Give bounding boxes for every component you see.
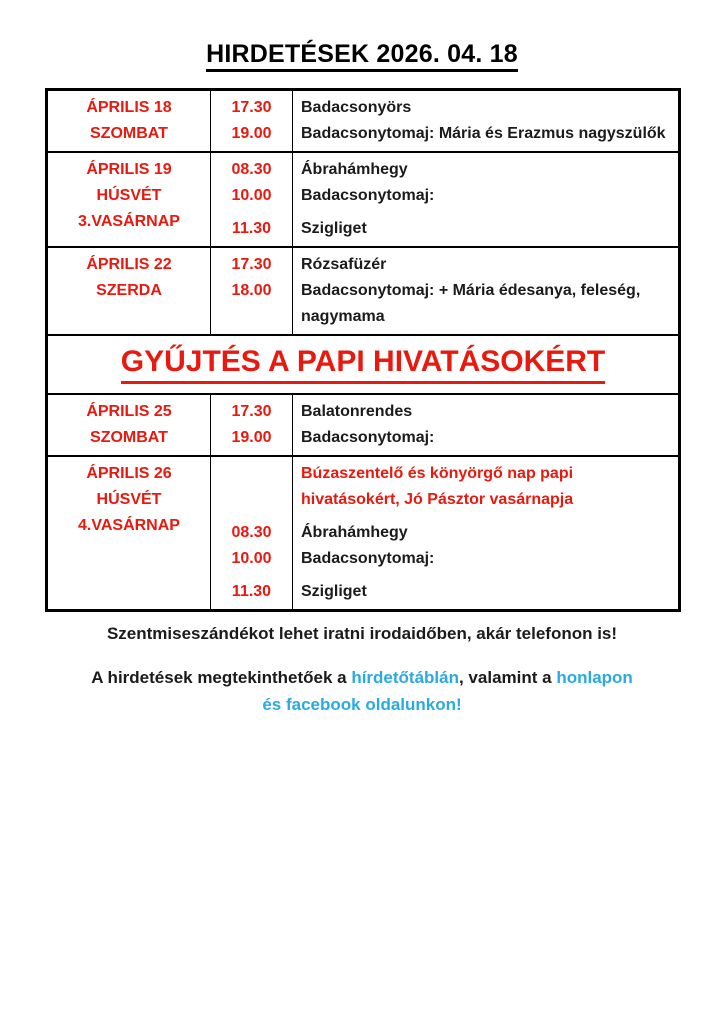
event-line: Badacsonytomaj: [301,187,435,204]
date-cell [48,395,211,455]
event-line: Badacsonyörs [301,99,412,116]
date-line: HÚSVÉT [96,491,162,508]
date-line: ÁPRILIS 18 [86,99,172,116]
date-cell [48,457,211,609]
event-cell [293,91,678,151]
event-line: Badacsonytomaj: [301,429,435,446]
event-cell [293,248,678,334]
event-line: Ábrahámhegy [301,161,408,178]
event-line: Szigliget [301,583,367,600]
date-line: 4.VASÁRNAP [78,517,180,534]
time-value: 10.00 [231,550,272,567]
collection-banner: GYŰJTÉS A PAPI HIVATÁSOKÉRT [121,345,606,384]
event-cell [293,395,678,455]
event-line: Badacsonytomaj: [301,550,435,567]
footer-line [91,668,633,687]
table-row [48,455,678,609]
time-value: 17.30 [231,99,272,116]
time-value: 19.00 [231,125,272,142]
time-value: 10.00 [231,187,272,204]
time-value: 18.00 [231,282,272,299]
table-row [48,246,678,334]
time-cell [211,248,293,334]
date-line: ÁPRILIS 22 [86,256,172,273]
event-cell [293,153,678,246]
table-row [48,151,678,246]
event-cell [293,457,678,609]
time-value: 11.30 [231,583,272,600]
time-cell [211,153,293,246]
time-value: 11.30 [231,220,272,237]
time-cell [211,395,293,455]
footer-note-announcements [0,664,724,718]
date-line: 3.VASÁRNAP [78,213,180,230]
date-line: ÁPRILIS 19 [86,161,172,178]
table-row [48,91,678,151]
event-line: Balatonrendes [301,403,413,420]
date-line: SZOMBAT [90,429,168,446]
footer-note-mass-intentions: Szentmiseszándékot lehet iratni irodaidőben, akár telefonon is! [106,624,618,643]
page-title [0,40,724,69]
time-value: 08.30 [231,524,272,541]
event-line: Szigliget [301,220,367,237]
date-line: SZERDA [96,282,162,299]
footer-link-noticeboard: hírdetőtáblán [351,668,459,687]
time-value: 17.30 [231,256,272,273]
page-title-text: HIRDETÉSEK 2026. 04. 18 [206,40,518,72]
date-line: ÁPRILIS 25 [86,403,172,420]
footer-text: A hirdetések megtekinthetőek a [91,668,352,687]
event-line: Ábrahámhegy [301,524,408,541]
event-line: Rózsafüzér [301,256,387,273]
date-cell [48,248,211,334]
footer-link-website: honlapon [556,668,633,687]
date-cell [48,153,211,246]
date-line: SZOMBAT [90,125,168,142]
event-line: Badacsonytomaj: Mária és Erazmus nagyszülők [301,125,666,142]
announcements-table [45,88,681,612]
time-spacer [213,461,290,520]
date-line: ÁPRILIS 26 [86,465,172,482]
time-value: 08.30 [231,161,272,178]
date-cell [48,91,211,151]
time-value: 19.00 [231,429,272,446]
table-row [48,393,678,455]
footer-link-facebook: és facebook oldalunkon! [262,695,462,714]
date-line: HÚSVÉT [96,187,162,204]
time-cell [211,457,293,609]
time-value: 17.30 [231,403,272,420]
footer-text: , valamint a [458,668,557,687]
special-day-note: Búzaszentelő és könyörgő nap papi hivatásokért, Jó Pásztor vasárnapja [301,465,574,508]
event-line: Badacsonytomaj: + Mária édesanya, feleség, nagymama [301,282,641,325]
time-cell [211,91,293,151]
table-row-banner [48,334,678,393]
